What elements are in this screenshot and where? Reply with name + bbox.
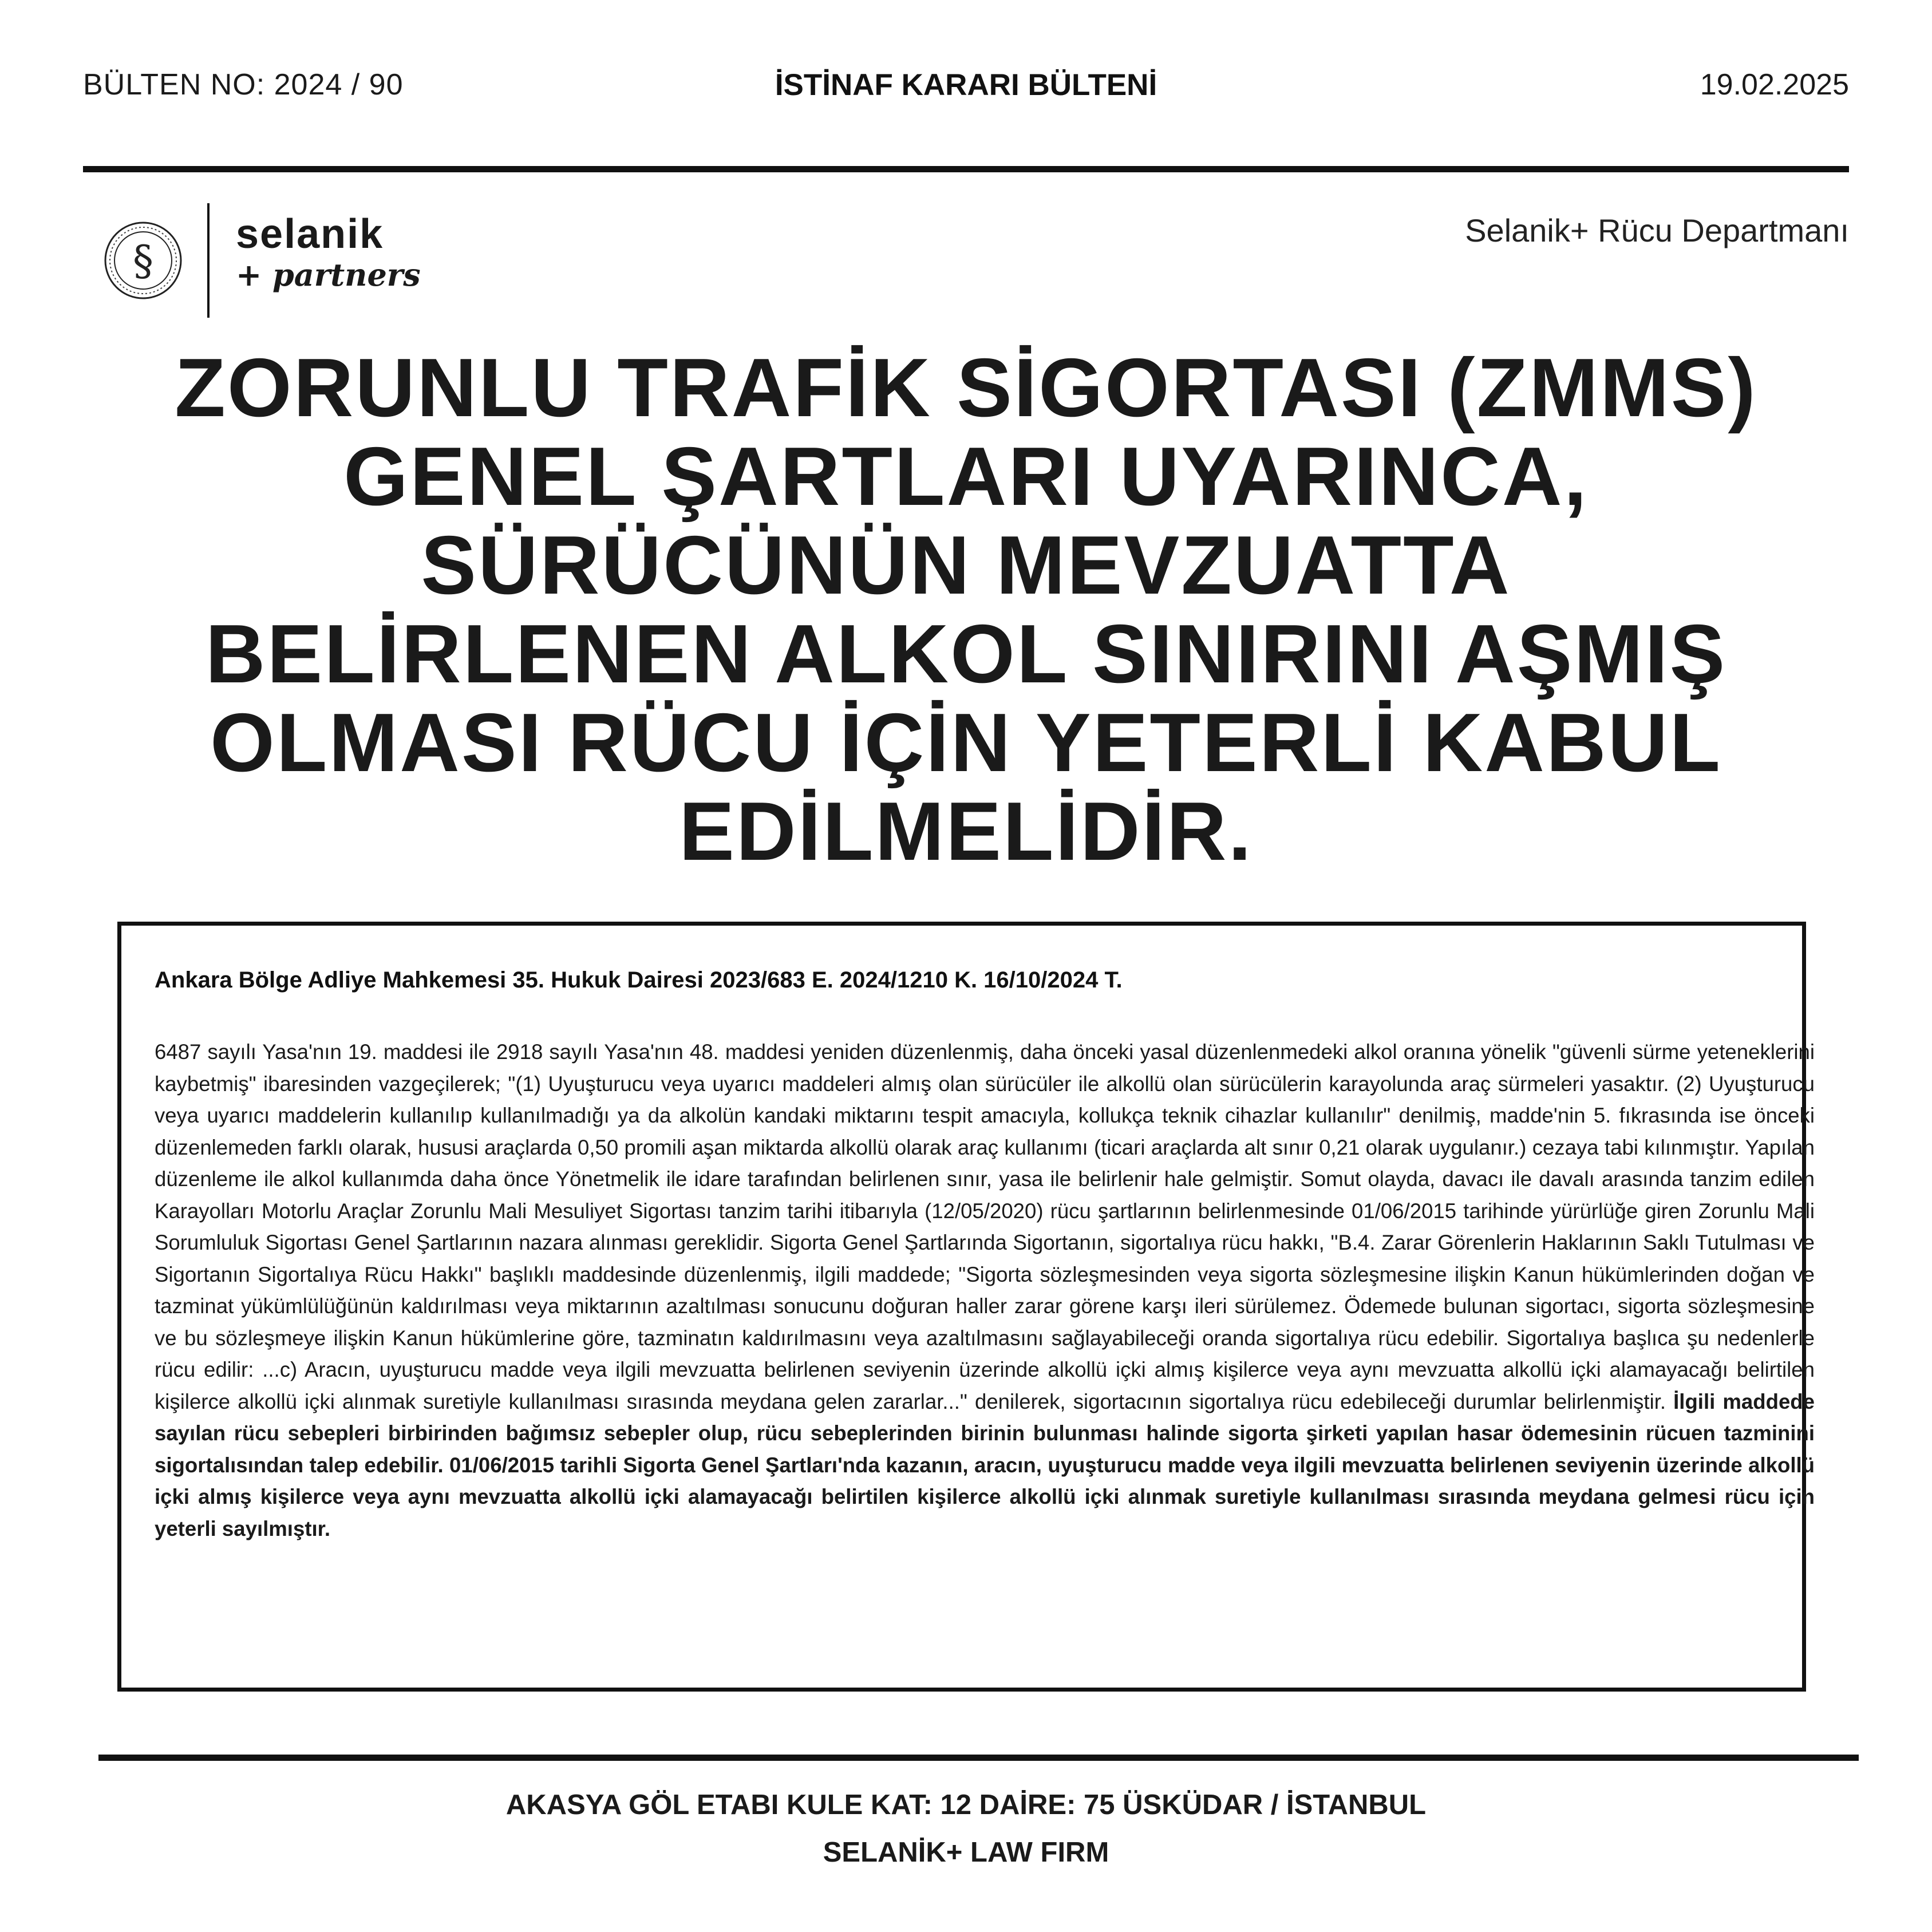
decision-body-bold: İlgili maddede sayılan rücu sebepleri birbirinden bağımsız sebepler olup, rücu sebeplerinden birinin bulunması halinde sigorta şirketi yapılan hasar ödemesinin rücuen tazminini sigortalısından talep edebilir. 01/06/2015 tarihli Sigorta Genel Şartları'nda kazanın, aracın, uyuşturucu madde veya ilgili mevzuatta belirlenen seviyenin üzerinde alkollü içki almış kişilerce veya aynı mevzuatta alkollü içki alamayacağı belirtilen kişilerce alkollü içki alınmak suretiyle kullanılması sırasında meydana gelmesi rücu için yeterli sayılmıştır. — [155, 1389, 1815, 1540]
footer-firm-name: SELANİK+ LAW FIRM — [823, 1837, 1109, 1868]
decision-body — [155, 1036, 1815, 1544]
logo-divider — [207, 203, 210, 318]
bulletin-number: BÜLTEN NO: 2024 / 90 — [83, 68, 404, 101]
footer-address: AKASYA GÖL ETABI KULE KAT: 12 DAİRE: 75 ÜSKÜDAR / İSTANBUL — [505, 1789, 1427, 1820]
top-divider — [83, 166, 1849, 172]
bulletin-date: 19.02.2025 — [1700, 68, 1849, 101]
bulletin-title: İSTİNAF KARARI BÜLTENİ — [775, 68, 1157, 102]
svg-text:§: § — [133, 236, 153, 285]
bottom-divider — [98, 1755, 1859, 1761]
decision-body-regular: 6487 sayılı Yasa'nın 19. maddesi ile 2918 sayılı Yasa'nın 48. maddesi yeniden düzenlenmiş, daha önceki yasal düzenlenmedeki alkol oranına yönelik "güvenli sürme yeteneklerini kaybetmiş" ibaresinden vazgeçilerek; "(1) Uyuşturucu veya uyarıcı maddeleri almış olan sürücüler ile alkollü olan sürücülerin karayolunda araç sürmeleri yasaktır. (2) Uyuşturucu veya uyarıcı maddelerin kullanılıp kullanılmadığı ya da alkolün kandaki miktarını tespit amacıyla, kollukça teknik cihazlar kullanılır" denilmiş, madde'nin 5. fıkrasında ise önceki düzenlemeden farklı olarak, hususi araçlarda 0,50 promili aşan miktarda alkollü olarak araç kullanımı (ticari araçlarda alt sınır 0,21 olarak uygulanır.) cezaya tabi kılınmıştır. Yapılan düzenleme ile alkol kullanımda daha önce Yönetmelik ile idare tarafından belirlenen sınır, yasa ile belirlenir hale gelmiştir. Somut olayda, davacı ile davalı arasında tanzim edilen Karayolları Motorlu Araçlar Zorunlu Mali Mesuliyet Sigortası tanzim tarihi itibarıyla (12/05/2020) rücu şartlarının belirlenmesinde 01/06/2015 tarihinde yürürlüğe giren Zorunlu Mali Sorumluluk Sigortası Genel Şartlarının nazara alınması gereklidir. Sigorta Genel Şartlarında Sigortanın, sigortalıya rücu hakkı, "B.4. Zarar Görenlerin Haklarının Saklı Tutulması ve Sigortanın Sigortalıya Rücu Hakkı" başlıklı maddesinde düzenlenmiş, ilgili maddede; "Sigorta sözleşmesinden veya sigorta sözleşmesine ilişkin Kanun hükümlerinden doğan ve tazminat yükümlülüğünün kaldırılması veya miktarının azaltılması sonucunu doğuran haller zarar görene karşı ileri sürülemez. Ödemede bulunan sigortacı, sigorta sözleşmesine ve bu sözleşmeye ilişkin Kanun hükümlerine göre, tazminatın kaldırılmasını veya azaltılmasını sağlayabileceği oranda sigortalıya rücu edebilir. Sigortalıya başlıca şu nedenlerle rücu edilir: ...c) Aracın, uyuşturucu madde veya ilgili mevzuatta belirlenen seviyenin üzerinde alkollü içki almış kişilerce veya aynı mevzuatta alkollü içki alamayacağı belirtilen kişilerce alkollü içki alınmak suretiyle kullanılması sırasında meydana gelen zararlar..." denilerek, sigortacının sigortalıya rücu edebileceği durumlar belirlenmiştir. — [155, 1040, 1815, 1413]
logo-subtitle: + partners — [236, 256, 421, 293]
logo-name: selanik — [236, 211, 384, 257]
case-reference: Ankara Bölge Adliye Mahkemesi 35. Hukuk Dairesi 2023/683 E. 2024/1210 K. 16/10/2024 T. — [155, 967, 1123, 993]
main-headline: ZORUNLU TRAFİK SİGORTASI (ZMMS) GENEL ŞARTLARI UYARINCA, SÜRÜCÜNÜN MEVZUATTA BELİRLENEN ALKOL SINIRINI AŞMIŞ OLMASI RÜCU İÇİN YETERLİ KABUL EDİLMELİDİR. — [175, 341, 1757, 878]
section-sign-seal-icon — [100, 218, 186, 303]
department-name: Selanik+ Rücu Departmanı — [1465, 212, 1849, 248]
